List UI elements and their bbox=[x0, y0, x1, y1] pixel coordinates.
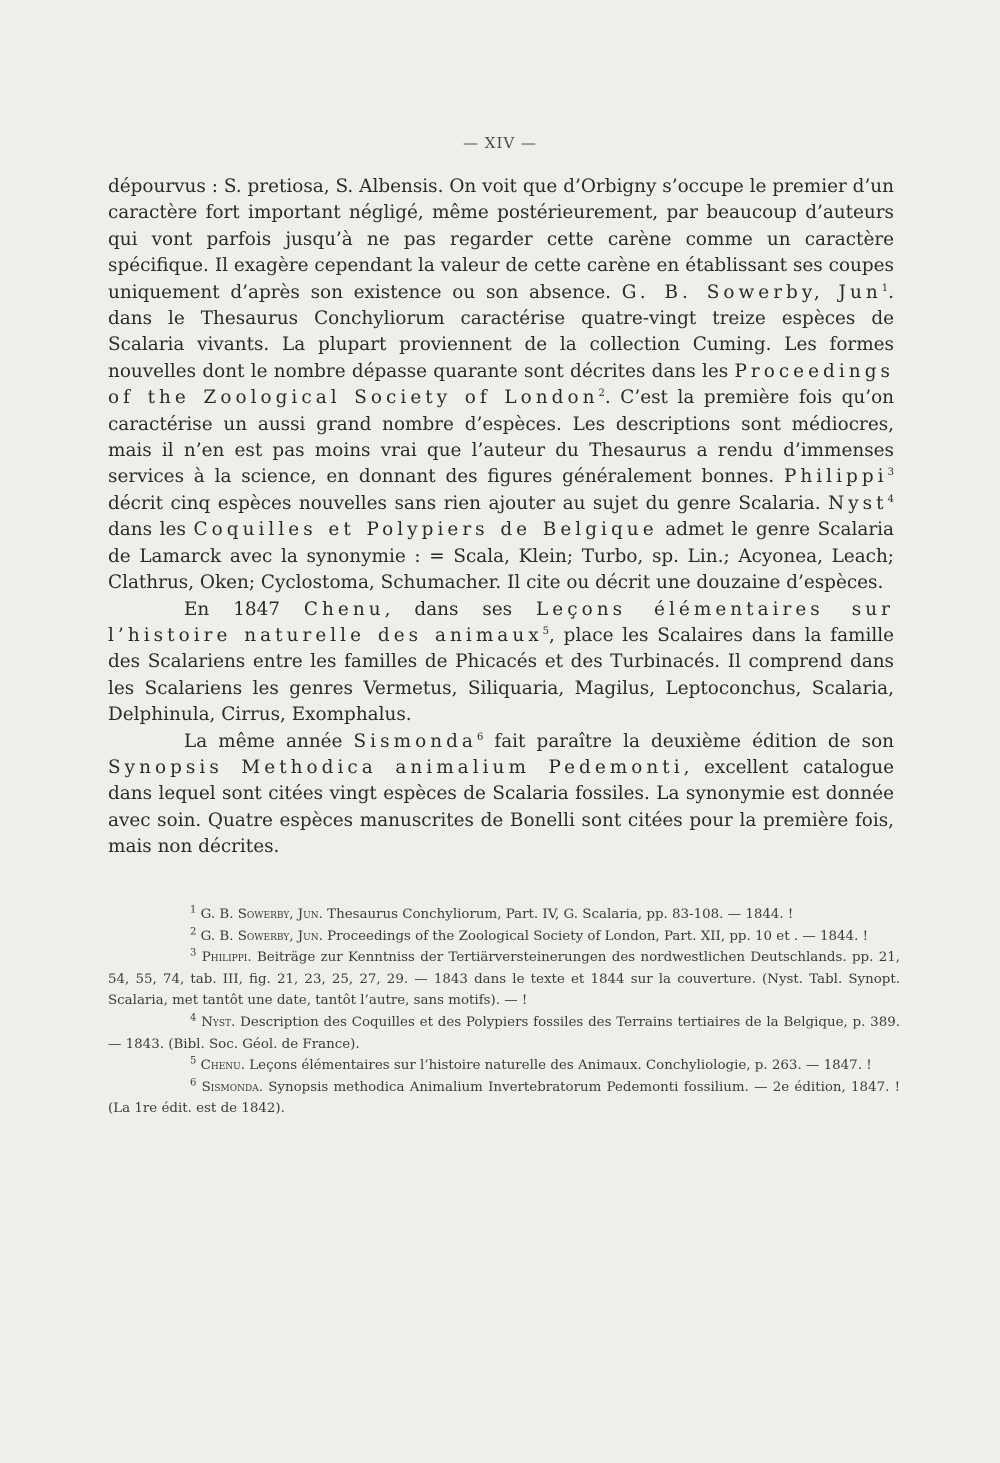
footnote bbox=[108, 1012, 900, 1055]
footnote bbox=[108, 1055, 900, 1077]
spaced-name: Coquilles et Polypiers de Belgique bbox=[193, 519, 658, 541]
spaced-name: Leçons élémentaires sur l’histoire naturelle des animaux bbox=[108, 598, 894, 646]
spaced-name: Synopsis Methodica animalium Pedemonti bbox=[108, 756, 684, 778]
main-text bbox=[108, 174, 894, 861]
text-run: dépourvus : S. pretiosa, S. Albensis. On voit que d’Orbigny s’occupe le premier d’un caractère fort important négligé, même postérieurement, par beaucoup d’auteurs qui vont parfois jusqu’à ne pas regarder cette carène comme un caractère spécifique. Il exagère cependant la valeur de cette carène en établissant ses coupes uniquement d’après son existence ou son absence. bbox=[108, 176, 894, 303]
footnote-author: G. B. Sowerby, Jun bbox=[200, 907, 319, 922]
spaced-name: Nyst bbox=[828, 492, 888, 514]
footnote-text: . Leçons élémentaires sur l’histoire naturelle des Animaux. Conchyliologie, p. 263. — 1847. ! bbox=[240, 1058, 872, 1074]
footnote bbox=[108, 1077, 900, 1120]
footnote-number: 4 bbox=[190, 1012, 197, 1024]
spaced-name: Sismonda bbox=[353, 730, 477, 752]
text-run: . C’est la première fois qu’on caractérise un aussi grand nombre d’espèces. Les descriptions sont médiocres, mais il n’en est pas moins vrai que l’auteur du Thesaurus a rendu d’immenses services à la science, en donnant des figures généralement bonnes. bbox=[108, 387, 894, 488]
paragraph bbox=[108, 597, 894, 729]
footnote bbox=[108, 947, 900, 1012]
text-run: dans les bbox=[108, 519, 194, 541]
footnote-text: . Beiträge zur Kenntniss der Tertiärversteinerungen des nordwestlichen Deutschlands. pp. 21, 54, 55, 74, tab. III, fig. 21, 23, 25, 27, 29. — 1843 dans le texte et 1844 sur la couverture. (Nyst. Tabl. Synopt. Scalaria, met tantôt une date, tantôt l’autre, sans motifs). — ! bbox=[108, 950, 900, 1009]
footnote-number: 6 bbox=[190, 1077, 197, 1089]
footnote-author: Sismonda bbox=[201, 1079, 259, 1095]
text-run: En 1847 bbox=[184, 598, 304, 620]
paragraph bbox=[108, 174, 894, 597]
footnote-text: . Proceedings of the Zoological Society of London, Part. XII, pp. 10 et . — 1844. ! bbox=[318, 928, 868, 944]
text-run: admet le genre Scalaria de Lamarck avec la synonymie : = Scala, Klein; Turbo, sp. Lin.; Acyonea, Leach; Clathrus, Oken; Cyclostoma, Schumacher. Il cite ou décrit une douzaine d’espèces. bbox=[108, 519, 894, 594]
footnote-ref: 3 bbox=[887, 467, 894, 479]
footnote-author: Chenu bbox=[200, 1058, 241, 1074]
footnote-text: . Thesaurus Conchyliorum, Part. IV, G. Scalaria, pp. 83-108. — 1844. ! bbox=[318, 907, 794, 922]
footnote-text: . Description des Coquilles et des Polypiers fossiles des Terrains tertiaires de la Belgique, p. 389. — 1843. (Bibl. Soc. Géol. de France). bbox=[108, 1014, 900, 1052]
text-run: . dans le Thesaurus Conchyliorum caractérise quatre-vingt treize espèces de Scalaria vivants. La plupart proviennent de la collection Cuming. Les formes nouvelles dont le nombre dépasse quarante sont décrites dans les bbox=[108, 281, 894, 382]
spaced-name: Proceedings of the Zoological Society of London bbox=[108, 360, 894, 409]
spaced-name: Philippi bbox=[783, 466, 888, 488]
footnote-number: 1 bbox=[190, 904, 197, 916]
footnote-ref: 5 bbox=[542, 625, 550, 637]
footnote bbox=[108, 904, 900, 926]
footnote-number: 3 bbox=[190, 947, 197, 959]
spaced-name: Chenu bbox=[303, 598, 385, 620]
footnote-author: Nyst bbox=[201, 1014, 232, 1030]
footnote-ref: 1 bbox=[881, 282, 889, 294]
text-run: , dans ses bbox=[384, 598, 537, 620]
text-run: , place les Scalaires dans la famille des Scalariens entre les familles de Phicacés et des Turbinacés. Il comprend dans les Scalariens les genres Vermetus, Siliquaria, Magilus, Leptoconchus, Scalaria, Delphinula, Cirrus, Exomphalus. bbox=[108, 624, 894, 726]
footnote-number: 5 bbox=[190, 1055, 197, 1067]
footnote-author: Philippi bbox=[201, 950, 248, 966]
paragraph bbox=[108, 729, 894, 861]
footnote-text: . Synopsis methodica Animalium Invertebratorum Pedemonti fossilium. — 2e édition, 1847. ! (La 1re édit. est de 1842). bbox=[108, 1079, 900, 1117]
footnote bbox=[108, 926, 900, 948]
footnote-ref: 6 bbox=[476, 731, 484, 743]
footnote-ref: 4 bbox=[887, 493, 894, 505]
text-run: La même année bbox=[184, 730, 354, 752]
footnote-author: G. B. Sowerby, Jun bbox=[200, 928, 319, 944]
page-number: — XIV — bbox=[463, 134, 537, 152]
text-run: fait paraître la deuxième édition de son bbox=[483, 730, 894, 752]
footnote-number: 2 bbox=[190, 926, 197, 938]
text-run: , excellent catalogue dans lequel sont citées vingt espèces de Scalaria fossiles. La synonymie est donnée avec soin. Quatre espèces manuscrites de Bonelli sont citées pour la première fois, mais non décrites. bbox=[108, 756, 894, 858]
footnotes bbox=[108, 904, 900, 1120]
spaced-name: G. B. Sowerby, Jun bbox=[621, 281, 882, 303]
footnote-ref: 2 bbox=[598, 388, 605, 400]
text-run: décrit cinq espèces nouvelles sans rien ajouter au sujet du genre Scalaria. bbox=[108, 492, 829, 514]
